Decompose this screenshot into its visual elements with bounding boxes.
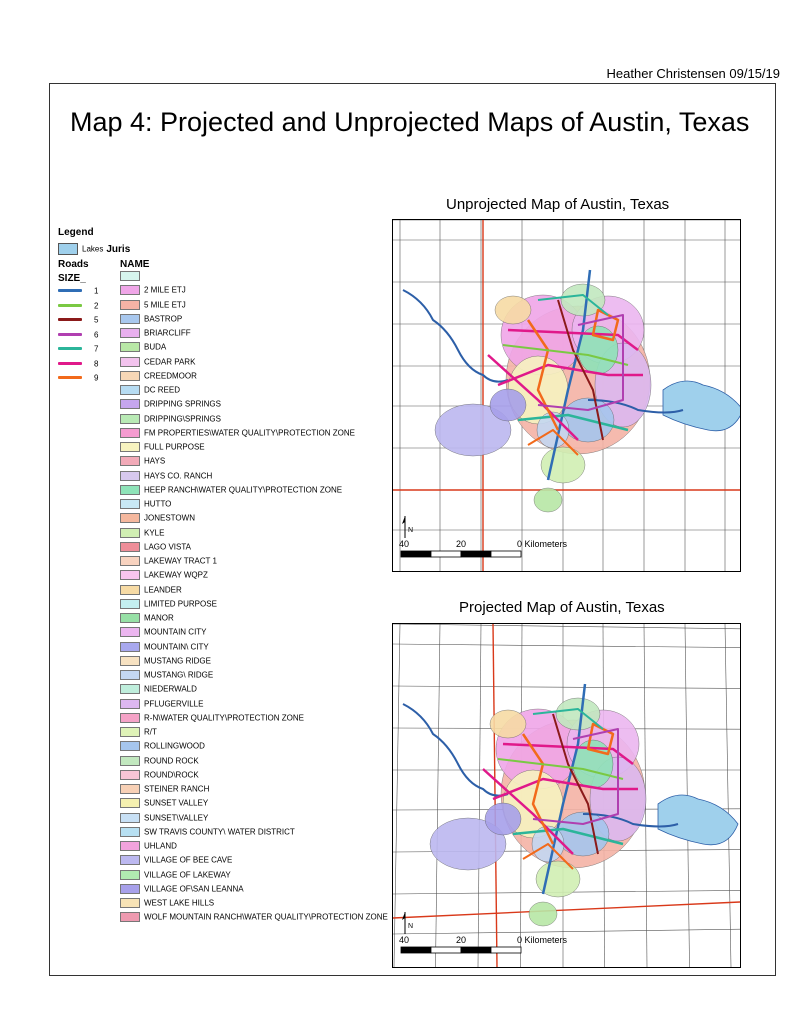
jurisdiction-shape xyxy=(534,488,562,512)
juris-name-label: LAKEWAY WQPZ xyxy=(144,570,208,580)
scale-bar-segment xyxy=(461,551,491,557)
legend-road-row xyxy=(58,373,98,385)
legend-juris-row xyxy=(120,884,244,898)
juris-name-label: NIEDERWALD xyxy=(144,684,197,694)
juris-name-label: ROUND\ROCK xyxy=(144,770,199,780)
legend-juris-row xyxy=(120,513,195,527)
juris-name-label: MUSTANG RIDGE xyxy=(144,656,211,666)
juris-swatch-icon xyxy=(120,912,140,922)
legend-juris-row xyxy=(120,528,164,542)
road-line-icon xyxy=(58,289,82,292)
juris-swatch-icon xyxy=(120,570,140,580)
jurisdiction-shape xyxy=(490,389,526,421)
juris-name-label: HEEP RANCH\WATER QUALITY\PROTECTION ZONE xyxy=(144,485,343,495)
road-line-icon xyxy=(58,318,82,321)
juris-swatch-icon xyxy=(120,713,140,723)
grid-line xyxy=(393,929,740,934)
scale-bar-segment xyxy=(461,947,491,953)
legend-juris-row xyxy=(120,741,205,755)
juris-name-label: 2 MILE ETJ xyxy=(144,285,186,295)
scale-label: 20 xyxy=(456,539,467,549)
legend-juris-row xyxy=(120,613,174,627)
juris-swatch-icon xyxy=(120,385,140,395)
juris-name-label: KYLE xyxy=(144,528,165,537)
juris-swatch-icon xyxy=(120,300,140,310)
legend-juris-row xyxy=(120,841,177,855)
juris-swatch-icon xyxy=(120,513,140,523)
scale-label: 0 Kilometers xyxy=(517,539,568,549)
legend-juris-row xyxy=(120,855,232,869)
juris-swatch-icon xyxy=(120,670,140,680)
legend-lakes-label: Lakes xyxy=(82,244,104,254)
road-line-icon xyxy=(58,333,82,336)
juris-swatch-icon xyxy=(120,357,140,367)
road-size-label: 7 xyxy=(94,344,99,354)
juris-name-label: ROUND ROCK xyxy=(144,756,199,765)
juris-swatch-icon xyxy=(120,656,140,666)
north-label: N xyxy=(408,923,414,930)
map-canvas xyxy=(393,624,740,967)
legend-juris-row xyxy=(120,285,186,299)
legend-juris-row xyxy=(120,656,211,670)
juris-swatch-icon xyxy=(120,285,140,295)
legend-juris-row xyxy=(120,713,304,727)
juris-name-label: VILLAGE OF LAKEWAY xyxy=(144,870,231,879)
juris-name-label: WOLF MOUNTAIN RANCH\WATER QUALITY\PROTECTION ZONE xyxy=(144,912,388,922)
legend-title: Legend xyxy=(58,227,94,238)
legend-juris-row xyxy=(120,642,209,656)
grid-line xyxy=(478,624,481,967)
unprojected-map[interactable] xyxy=(392,219,741,572)
lake-shape xyxy=(663,381,740,431)
juris-swatch-icon xyxy=(120,428,140,438)
juris-name-label: DC REED xyxy=(144,385,181,395)
grid-line xyxy=(725,624,731,967)
legend-juris-row xyxy=(120,784,209,798)
juris-swatch-icon xyxy=(120,314,140,324)
juris-swatch-icon xyxy=(120,884,140,894)
juris-name-label: HUTTO xyxy=(144,499,172,509)
legend-juris-row xyxy=(120,357,195,371)
road-size-label: 9 xyxy=(94,373,99,383)
legend-juris-row xyxy=(120,813,208,827)
juris-name-label: SW TRAVIS COUNTY\ WATER DISTRICT xyxy=(144,827,295,837)
juris-swatch-icon xyxy=(120,855,140,865)
legend-road-row xyxy=(58,344,98,356)
juris-swatch-icon xyxy=(120,684,140,694)
juris-name-label: MANOR xyxy=(144,613,174,623)
scale-bar-segment xyxy=(401,947,431,953)
legend-juris-row xyxy=(120,300,186,314)
map-canvas xyxy=(393,220,740,571)
juris-swatch-icon xyxy=(120,528,140,538)
juris-name-label: ROLLINGWOOD xyxy=(144,741,205,751)
road-line-icon xyxy=(58,347,82,350)
juris-swatch-icon xyxy=(120,399,140,409)
legend-juris-row xyxy=(120,756,199,770)
juris-name-label: 5 MILE ETJ xyxy=(144,300,186,309)
scale-bar-segment xyxy=(431,551,461,557)
legend-juris-row xyxy=(120,385,180,399)
juris-name-label: WEST LAKE HILLS xyxy=(144,898,215,908)
juris-swatch-icon xyxy=(120,741,140,751)
legend-juris-row xyxy=(120,271,144,285)
juris-swatch-icon xyxy=(120,841,140,851)
lake-swatch-icon xyxy=(58,243,78,255)
legend-road-row xyxy=(58,301,98,313)
juris-swatch-icon xyxy=(120,613,140,623)
legend-juris-row xyxy=(120,898,214,912)
legend-juris-row xyxy=(120,727,157,741)
juris-name-label: MOUNTAIN CITY xyxy=(144,627,207,637)
projected-map-title: Projected Map of Austin, Texas xyxy=(459,599,665,616)
page-title: Map 4: Projected and Unprojected Maps of Austin, Texas xyxy=(70,107,750,137)
legend-road-row xyxy=(58,330,98,342)
scale-label: 20 xyxy=(456,935,467,945)
legend-road-row xyxy=(58,315,98,327)
legend-juris-row xyxy=(120,798,208,812)
legend-road-row xyxy=(58,286,98,298)
legend-juris-row xyxy=(120,456,165,470)
juris-swatch-icon xyxy=(120,499,140,509)
scale-bar-segment xyxy=(431,947,461,953)
legend xyxy=(58,227,388,937)
juris-name-label: BUDA xyxy=(144,342,167,352)
juris-name-label: PFLUGERVILLE xyxy=(144,699,204,708)
juris-name-label: STEINER RANCH xyxy=(144,784,210,794)
jurisdiction-shape xyxy=(529,902,557,926)
legend-juris-row xyxy=(120,314,182,328)
juris-swatch-icon xyxy=(120,798,140,808)
juris-swatch-icon xyxy=(120,627,140,637)
juris-swatch-icon xyxy=(120,471,140,481)
juris-swatch-icon xyxy=(120,328,140,338)
juris-name-label: FM PROPERTIES\WATER QUALITY\PROTECTION ZONE xyxy=(144,428,355,438)
juris-name-label: LEANDER xyxy=(144,585,182,594)
legend-juris-row xyxy=(120,570,208,584)
juris-name-label: LAGO VISTA xyxy=(144,542,191,552)
juris-swatch-icon xyxy=(120,414,140,424)
road-size-label: 2 xyxy=(94,300,99,310)
jurisdiction-shape xyxy=(495,296,531,324)
scale-label: 40 xyxy=(399,935,410,945)
legend-juris-row xyxy=(120,870,231,884)
legend-juris-row xyxy=(120,414,221,428)
lake-shape xyxy=(658,795,738,845)
juris-name-label: HAYS xyxy=(144,456,166,466)
juris-swatch-icon xyxy=(120,699,140,709)
road-size-label: 8 xyxy=(94,358,99,368)
juris-name-label: JONESTOWN xyxy=(144,513,195,523)
road-line-icon xyxy=(58,362,82,365)
juris-name-label: VILLAGE OF BEE CAVE xyxy=(144,855,233,865)
road-size-label: 6 xyxy=(94,329,99,339)
legend-juris-label: Juris xyxy=(106,243,131,255)
juris-swatch-icon xyxy=(120,271,140,281)
grid-line xyxy=(393,624,740,629)
legend-name-header: NAME xyxy=(120,259,150,270)
county-line xyxy=(393,902,740,918)
juris-name-label: VILLAGE OF\SAN LEANNA xyxy=(144,884,244,894)
juris-name-label: SUNSET\VALLEY xyxy=(144,813,209,822)
juris-name-label: MUSTANG\ RIDGE xyxy=(144,670,214,680)
legend-juris-row xyxy=(120,442,205,456)
juris-name-label: BASTROP xyxy=(144,314,183,324)
juris-name-label: FULL PURPOSE xyxy=(144,442,205,452)
scale-bar-segment xyxy=(491,947,521,953)
author-date: Heather Christensen 09/15/19 xyxy=(606,66,780,81)
juris-swatch-icon xyxy=(120,813,140,823)
legend-juris-row xyxy=(120,684,197,698)
legend-juris-row xyxy=(120,485,342,499)
juris-swatch-icon xyxy=(120,342,140,352)
juris-swatch-icon xyxy=(120,870,140,880)
juris-swatch-icon xyxy=(120,585,140,595)
juris-name-label: R-N\WATER QUALITY\PROTECTION ZONE xyxy=(144,713,305,723)
juris-swatch-icon xyxy=(120,642,140,652)
jurisdiction-shape xyxy=(485,803,521,835)
juris-name-label: MOUNTAIN\ CITY xyxy=(144,642,209,651)
scale-bar-segment xyxy=(401,551,431,557)
legend-juris-row xyxy=(120,499,171,513)
legend-roads-header: Roads xyxy=(58,259,89,270)
juris-swatch-icon xyxy=(120,898,140,908)
juris-swatch-icon xyxy=(120,756,140,766)
legend-juris-row xyxy=(120,342,166,356)
road-line-icon xyxy=(58,376,82,379)
juris-swatch-icon xyxy=(120,371,140,381)
legend-juris-row xyxy=(120,371,197,385)
juris-swatch-icon xyxy=(120,827,140,837)
juris-swatch-icon xyxy=(120,784,140,794)
legend-juris-row xyxy=(120,627,207,641)
juris-name-label: LAKEWAY TRACT 1 xyxy=(144,556,217,566)
scale-label: 0 Kilometers xyxy=(517,935,568,945)
legend-juris-row xyxy=(120,770,199,784)
legend-juris-row xyxy=(120,399,221,413)
road-line-icon xyxy=(58,304,82,307)
legend-juris-row xyxy=(120,699,203,713)
scale-bar-segment xyxy=(491,551,521,557)
legend-juris-row xyxy=(120,827,295,841)
legend-juris-row xyxy=(120,670,213,684)
projected-map[interactable] xyxy=(392,623,741,968)
scale-label: 40 xyxy=(399,539,410,549)
legend-juris-row xyxy=(120,912,388,926)
river-shape xyxy=(403,290,508,382)
juris-swatch-icon xyxy=(120,727,140,737)
juris-swatch-icon xyxy=(120,770,140,780)
legend-juris-row xyxy=(120,599,217,613)
north-label: N xyxy=(408,527,414,534)
legend-size-header: SIZE_ xyxy=(58,273,86,284)
juris-swatch-icon xyxy=(120,456,140,466)
road-size-label: 1 xyxy=(94,286,99,296)
juris-name-label: SUNSET VALLEY xyxy=(144,798,209,808)
juris-name-label: DRIPPING\SPRINGS xyxy=(144,414,221,423)
legend-juris-row xyxy=(120,556,217,570)
legend-juris-row xyxy=(120,585,182,599)
juris-name-label: BRIARCLIFF xyxy=(144,328,191,338)
legend-juris-row xyxy=(120,471,212,485)
juris-name-label: HAYS CO. RANCH xyxy=(144,471,213,480)
juris-name-label: CEDAR PARK xyxy=(144,357,196,366)
legend-juris-row xyxy=(120,542,191,556)
unprojected-map-title: Unprojected Map of Austin, Texas xyxy=(446,196,670,213)
grid-line xyxy=(393,644,740,648)
jurisdiction-shape xyxy=(490,710,526,738)
juris-swatch-icon xyxy=(120,556,140,566)
juris-name-label: UHLAND xyxy=(144,841,177,851)
juris-name-label: LIMITED PURPOSE xyxy=(144,599,217,609)
juris-swatch-icon xyxy=(120,485,140,495)
legend-juris-row xyxy=(120,428,355,442)
juris-swatch-icon xyxy=(120,542,140,552)
juris-swatch-icon xyxy=(120,442,140,452)
juris-name-label: R/T xyxy=(144,727,157,737)
juris-swatch-icon xyxy=(120,599,140,609)
legend-road-row xyxy=(58,359,98,371)
grid-line xyxy=(394,624,400,967)
juris-name-label: DRIPPING SPRINGS xyxy=(144,399,221,409)
juris-name-label: CREEDMOOR xyxy=(144,371,197,381)
grid-line xyxy=(393,686,740,688)
legend-lakes-row xyxy=(58,243,130,255)
legend-juris-row xyxy=(120,328,191,342)
road-size-label: 5 xyxy=(94,315,99,325)
